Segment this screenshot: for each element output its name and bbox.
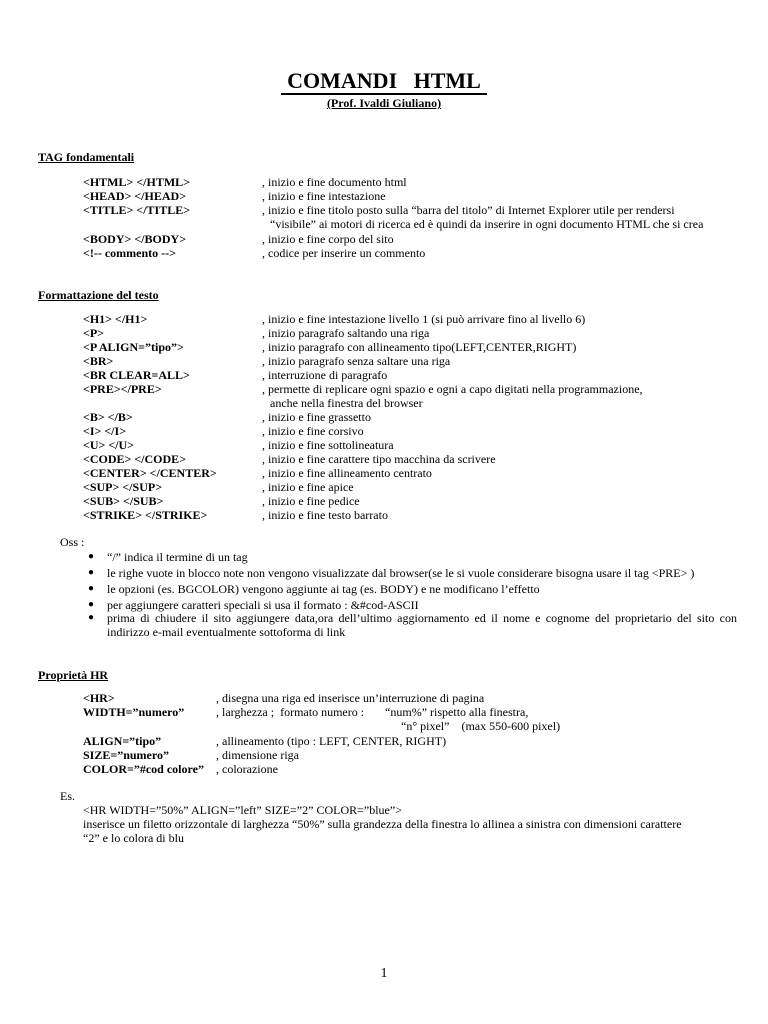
list-item [0,691,768,705]
list-item [0,246,768,260]
list-item [0,203,768,217]
heading-formattazione: Formattazione del testo [38,288,159,302]
tag-description: , inizio e fine apice [262,480,354,494]
tag-description: , inizio e fine grassetto [262,410,371,424]
tag-code: <!-- commento --> [83,246,176,260]
list-item [0,340,768,354]
example-description-line1: inserisce un filetto orizzontale di larghezza “50%” sulla grandezza della finestra lo allinea a sinistra con dimensioni carattere [83,817,682,831]
page-subtitle: (Prof. Ivaldi Giuliano) [326,96,442,110]
tag-description: , codice per inserire un commento [262,246,426,260]
tag-code: <BR> [83,354,114,368]
list-item [0,382,768,396]
tag-code: <STRIKE> </STRIKE> [83,508,208,522]
tag-description: , inizio paragrafo con allineamento tipo(LEFT,CENTER,RIGHT) [262,340,577,354]
list-item [0,396,768,410]
bullet-text: per aggiungere caratteri speciali si usa il formato : &#cod-ASCII [107,598,419,612]
tag-code: <BODY> </BODY> [83,232,187,246]
bullet-icon: ● [88,551,95,562]
bullet-text: le opzioni (es. BGCOLOR) vengono aggiunte ai tag (es. BODY) e ne modificano l’effetto [107,582,540,596]
list-item [0,189,768,203]
tag-code: <I> </I> [83,424,127,438]
tag-code: <SUP> </SUP> [83,480,163,494]
tag-description: , inizio e fine intestazione livello 1 (si può arrivare fino al livello 6) [262,312,586,326]
tag-description: , inizio e fine allineamento centrato [262,466,432,480]
tag-code: <H1> </H1> [83,312,148,326]
bullet-icon: ● [88,583,95,594]
tag-description: , inizio e fine corsivo [262,424,364,438]
list-item [0,312,768,326]
tag-description: , inizio e fine corpo del sito [262,232,394,246]
bullet-icon: ● [88,599,95,610]
bullet-text: le righe vuote in blocco note non vengono visualizzate dal browser(se le si vuole considerare bisogna usare il tag <PRE> ) [107,566,695,580]
tag-code: <BR CLEAR=ALL> [83,368,190,382]
tag-description: , inizio e fine intestazione [262,189,386,203]
page-title: COMANDI HTML [0,68,768,94]
list-item [0,438,768,452]
list-item [0,762,768,776]
tag-description: , inizio e fine carattere tipo macchina da scrivere [262,452,496,466]
property-description: , disegna una riga ed inserisce un’interruzione di pagina [216,691,485,705]
list-item [0,748,768,762]
example-label: Es. [60,789,75,803]
tag-description: , inizio paragrafo senza saltare una riga [262,354,451,368]
property-code: <HR> [83,691,115,705]
bullet-icon: ● [88,567,95,578]
tag-description: , interruzione di paragrafo [262,368,388,382]
list-item [0,368,768,382]
tag-code: <U> </U> [83,438,135,452]
tag-code: <HEAD> </HEAD> [83,189,187,203]
bullet-text: prima di chiudere il sito aggiungere data,ora dell’ultimo aggiornamento ed il nome e cognome del proprietario del sito con indirizzo e-mail eventualmente sottoforma di link [107,611,737,639]
list-item [0,734,768,748]
property-code: ALIGN=”tipo” [83,734,162,748]
property-description: , larghezza ; formato numero : “num%” rispetto alla finestra, [216,705,529,719]
page-number: 1 [380,966,388,981]
tag-code: <CODE> </CODE> [83,452,187,466]
tag-code: <P> [83,326,105,340]
property-code: COLOR=”#cod colore” [83,762,204,776]
tag-description: , inizio paragrafo saltando una riga [262,326,430,340]
list-item [0,508,768,522]
list-item [0,705,768,719]
tag-description: , inizio e fine testo barrato [262,508,388,522]
property-code: WIDTH=”numero” [83,705,185,719]
property-description-continued: “n° pixel” (max 550-600 pixel) [401,719,561,733]
example-code: <HR WIDTH=”50%” ALIGN=”left” SIZE=”2” COLOR=”blue”> [83,803,402,817]
tag-code: <PRE></PRE> [83,382,162,396]
heading-tag-fondamentali: TAG fondamentali [38,150,135,164]
tag-description: , inizio e fine titolo posto sulla “barra del titolo” di Internet Explorer utile per rendersi [262,203,675,217]
tag-description-continued: anche nella finestra del browser [270,396,423,410]
oss-label: Oss : [60,535,85,549]
property-description: , colorazione [216,762,278,776]
property-code: SIZE=”numero” [83,748,169,762]
list-item [0,217,768,231]
tag-code: <CENTER> </CENTER> [83,466,217,480]
list-item [0,410,768,424]
list-item [0,354,768,368]
tag-code: <HTML> </HTML> [83,175,191,189]
list-item [0,175,768,189]
tag-description: , inizio e fine pedice [262,494,360,508]
example-description-line2: “2” e lo colora di blu [83,831,184,845]
tag-description-continued: “visibile” ai motori di ricerca ed è quindi da inserire in ogni documento HTML che si crea [270,217,704,231]
tag-code: <TITLE> </TITLE> [83,203,191,217]
bullet-icon: ● [88,612,95,623]
list-item [0,232,768,246]
list-item [0,466,768,480]
list-item [0,480,768,494]
list-item [0,452,768,466]
list-item [0,326,768,340]
tag-code: <B> </B> [83,410,133,424]
list-item [0,719,768,733]
tag-description: , inizio e fine documento html [262,175,407,189]
tag-code: <P ALIGN=”tipo”> [83,340,184,354]
list-item [0,494,768,508]
property-description: , dimensione riga [216,748,299,762]
tag-code: <SUB> </SUB> [83,494,164,508]
heading-proprieta-hr: Proprietà HR [38,668,109,682]
tag-description: , permette di replicare ogni spazio e ogni a capo digitati nella programmazione, [262,382,643,396]
tag-description: , inizio e fine sottolineatura [262,438,394,452]
bullet-text: “/” indica il termine di un tag [107,550,248,564]
property-description: , allineamento (tipo : LEFT, CENTER, RIGHT) [216,734,447,748]
list-item [0,424,768,438]
